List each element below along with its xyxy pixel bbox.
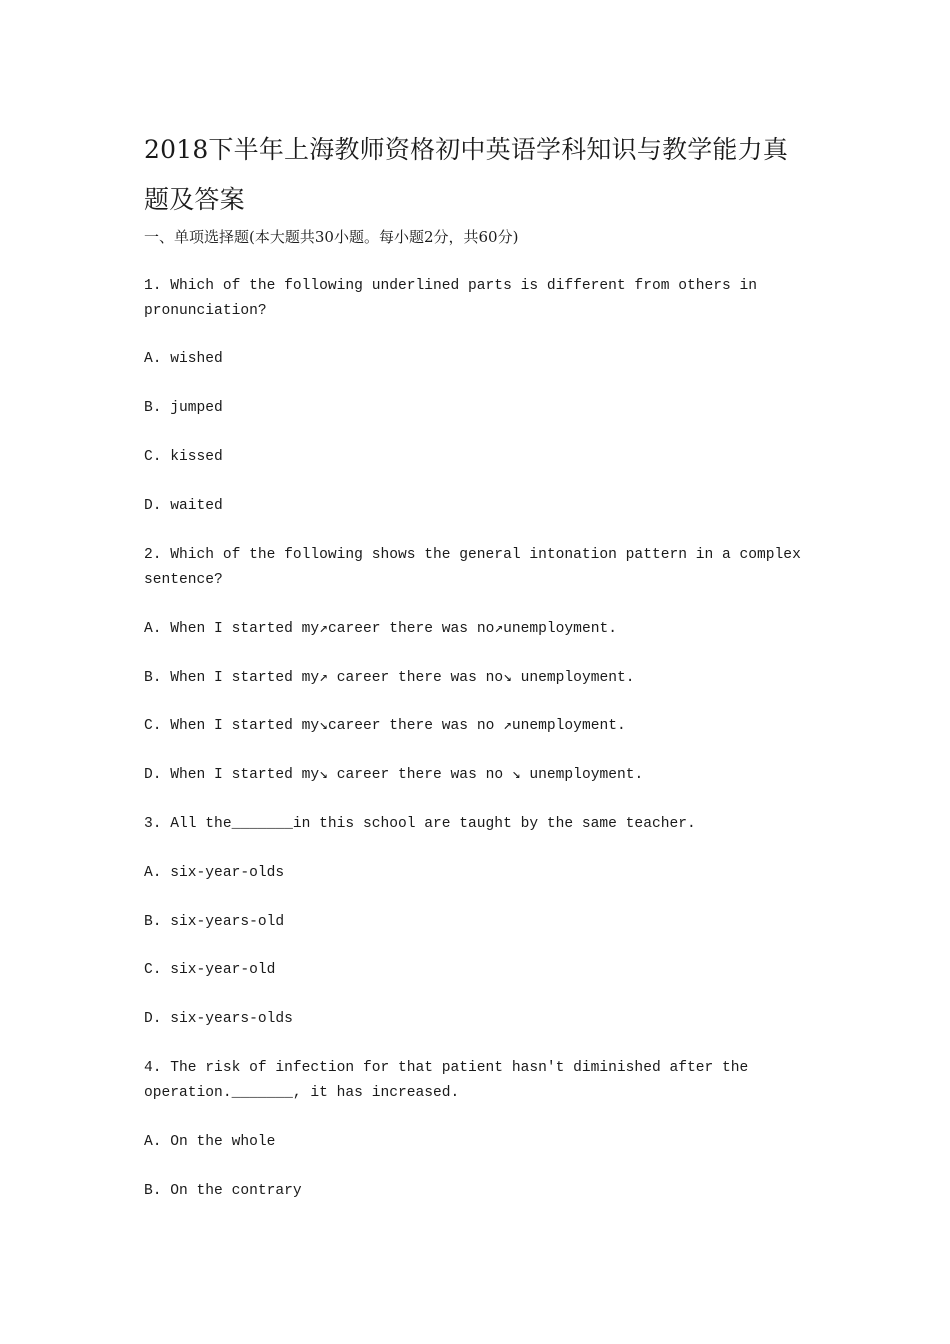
question-3-stem-line-1: 3. All the_______in this school are taught by the same teacher. bbox=[144, 816, 696, 832]
question-1-option-c: C. kissed bbox=[144, 449, 223, 465]
question-3-option-a: A. six-year-olds bbox=[144, 865, 285, 881]
question-2-option-c: C. When I started my↘career there was no ↗unemployment. bbox=[144, 718, 626, 734]
question-1-stem-line-1: 1. Which of the following underlined parts is different from others in bbox=[144, 278, 758, 294]
question-1-option-a: A. wished bbox=[144, 351, 223, 367]
question-2-stem-line-2: sentence? bbox=[144, 572, 223, 588]
question-2-option-d: D. When I started my↘ career there was no ↘ unemployment. bbox=[144, 767, 644, 783]
question-2-stem-line-1: 2. Which of the following shows the general intonation pattern in a complex bbox=[144, 547, 801, 563]
question-4-option-a: A. On the whole bbox=[144, 1134, 276, 1150]
question-1-option-b: B. jumped bbox=[144, 400, 223, 416]
document-title-line-1: 2018下半年上海教师资格初中英语学科知识与教学能力真 bbox=[144, 135, 789, 164]
question-4-stem-line-2: operation._______, it has increased. bbox=[144, 1085, 460, 1101]
question-2-option-b: B. When I started my↗ career there was no↘ unemployment. bbox=[144, 670, 635, 686]
question-4-option-b: B. On the contrary bbox=[144, 1183, 302, 1199]
question-1-stem-line-2: pronunciation? bbox=[144, 303, 267, 319]
question-4-stem-line-1: 4. The risk of infection for that patient hasn't diminished after the bbox=[144, 1060, 749, 1076]
document-title-line-2: 题及答案 bbox=[144, 185, 245, 214]
section-heading: 一、单项选择题(本大题共30小题。每小题2分，共60分) bbox=[144, 228, 519, 246]
question-1-option-d: D. waited bbox=[144, 498, 223, 514]
question-3-option-c: C. six-year-old bbox=[144, 962, 276, 978]
question-3-option-b: B. six-years-old bbox=[144, 914, 285, 930]
question-2-option-a: A. When I started my↗career there was no↗unemployment. bbox=[144, 621, 617, 637]
question-3-option-d: D. six-years-olds bbox=[144, 1011, 293, 1027]
